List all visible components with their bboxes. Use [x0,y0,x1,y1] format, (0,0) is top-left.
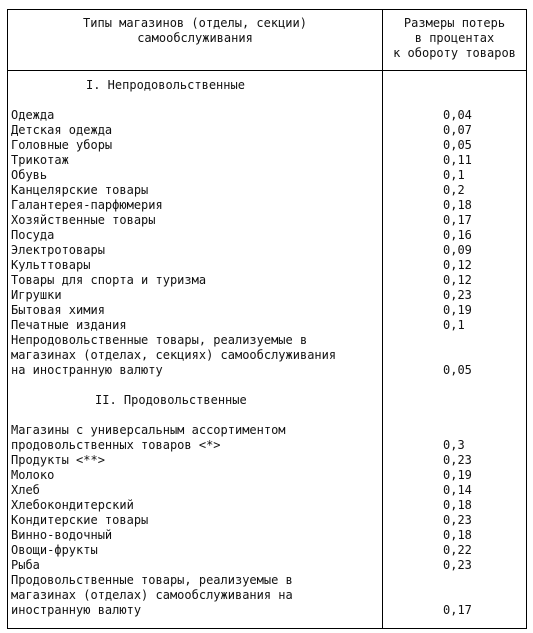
row-value: 0,12 [443,273,472,287]
header-line: Размеры потерь [403,16,506,30]
row-label: Хозяйственные товары [11,213,156,227]
row-label: Продовольственные товары, реализуемые в [11,573,293,587]
row-label: Рыба [11,558,40,572]
row-label: Кондитерские товары [11,513,149,527]
row-label: Непродовольственные товары, реализуемые в [11,333,308,347]
header-divider [8,70,526,71]
loss-rates-table [7,9,527,629]
row-value: 0,07 [443,123,472,137]
row-value: 0,23 [443,453,472,467]
row-value: 0,22 [443,543,472,557]
row-label: Овощи-фрукты [11,543,98,557]
row-value: 0,05 [443,363,472,377]
row-label: Галантерея-парфюмерия [11,198,163,212]
row-label: Электротовары [11,243,105,257]
row-value: 0,18 [443,528,472,542]
section-title: I. Непродовольственные [86,78,245,92]
header-line: к обороту товаров [393,46,516,60]
row-value: 0,12 [443,258,472,272]
row-label: Головные уборы [11,138,113,152]
row-value: 0,16 [443,228,472,242]
header-line: самообслуживания [137,31,253,45]
row-value: 0,23 [443,558,472,572]
row-label: Продукты <**> [11,453,105,467]
row-value: 0,23 [443,288,472,302]
header-shop-types [8,16,382,46]
section-title: II. Продовольственные [95,393,247,407]
row-value: 0,18 [443,498,472,512]
row-value: 0,05 [443,138,472,152]
header-line: в процентах [414,31,495,45]
row-label: Канцелярские товары [11,183,149,197]
row-value: 0,04 [443,108,472,122]
header-line: Типы магазинов (отделы, секции) [83,16,307,30]
row-value: 0,3 [443,438,465,452]
row-value: 0,19 [443,468,472,482]
row-value: 0,11 [443,153,472,167]
row-value: 0,1 [443,168,465,182]
row-label: Молоко [11,468,55,482]
row-value: 0,17 [443,603,472,617]
row-label: Магазины с универсальным ассортиментом [11,423,286,437]
row-label: Хлебокондитерский [11,498,134,512]
row-label: Печатные издания [11,318,127,332]
row-label: магазинах (отделах) самообслуживания на [11,588,293,602]
row-label: Культтовары [11,258,91,272]
row-value: 0,19 [443,303,472,317]
row-value: 0,09 [443,243,472,257]
row-label: Игрушки [11,288,62,302]
row-label: на иностранную валюту [11,363,163,377]
row-label: иностранную валюту [11,603,142,617]
row-value: 0,18 [443,198,472,212]
row-value: 0,23 [443,513,472,527]
row-value: 0,2 [443,183,465,197]
row-label: Бытовая химия [11,303,105,317]
row-label: Товары для спорта и туризма [11,273,207,287]
row-label: продовольственных товаров <*> [11,438,221,452]
row-value: 0,17 [443,213,472,227]
row-value: 0,1 [443,318,465,332]
row-label: Трикотаж [11,153,69,167]
row-label: Посуда [11,228,55,242]
header-loss-rate [383,16,526,61]
row-value: 0,14 [443,483,472,497]
column-divider [382,10,383,628]
row-label: Детская одежда [11,123,113,137]
row-label: магазинах (отделах, секциях) самообслуживания [11,348,337,362]
row-label: Одежда [11,108,55,122]
row-label: Винно-водочный [11,528,113,542]
row-label: Хлеб [11,483,40,497]
row-label: Обувь [11,168,48,182]
